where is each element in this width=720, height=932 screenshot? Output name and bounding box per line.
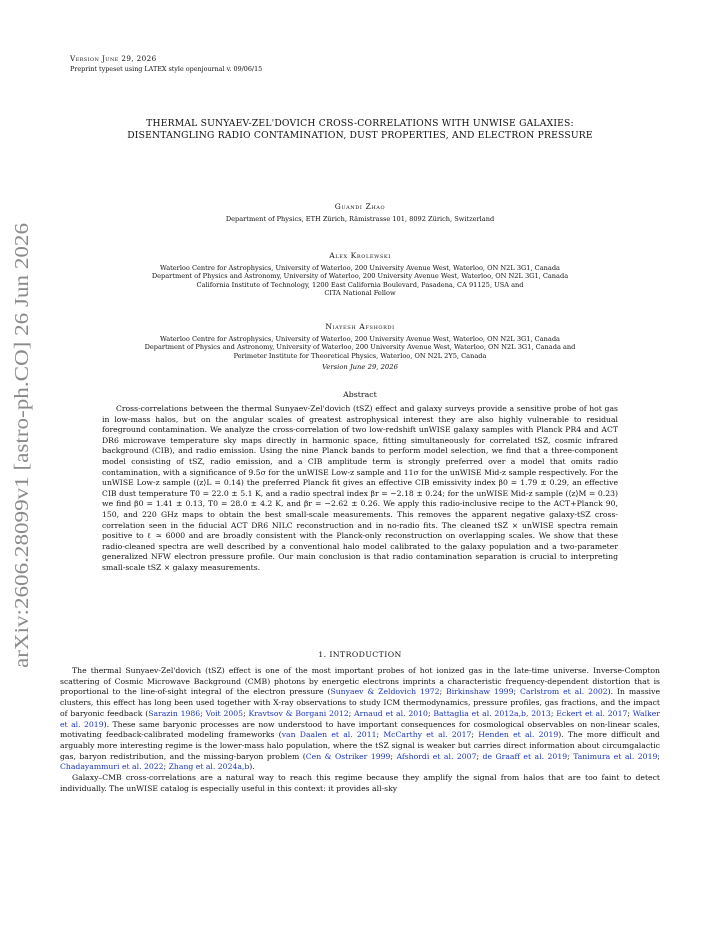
paragraph-text: ; [243,708,249,718]
citation-link[interactable]: Arnaud et al. 2010 [354,708,428,718]
citation-link[interactable]: Eckert et al. 2017 [556,708,628,718]
author-name: Guandi Zhao [334,202,386,211]
paragraph-text: ). In massive clusters, this effect has long been used together with X-ray observations to study ICM thermodynamics, pressure profiles, gas fractions, and the impact of baryonic feedback ( [60,687,661,718]
paragraph-text: ; [471,730,479,740]
abstract-heading: Abstract [343,390,377,399]
paper-title [60,118,660,142]
paragraph-text: ; [627,708,633,718]
paragraph-text: ; [657,751,660,761]
citation-link[interactable]: van Daalen et al. 2011 [281,730,377,740]
paragraph [60,773,660,794]
author-block-3 [60,322,660,371]
arxiv-stamp-svg [2,210,38,680]
paragraph-text: Galaxy–CMB cross-correlations are a natural way to reach this regime because they amplify the signal from halos that are too faint to detect individually. The unWISE catalog is especially useful in this context: it provides all-sky [60,773,660,793]
introduction-body [60,666,660,794]
header-preprint: Preprint typeset using LATEX style openjournal v. 09/06/15 [70,65,263,73]
citation-link[interactable]: Sarazin 1986 [148,708,201,718]
affiliation: Department of Physics, ETH Zürich, Rämistrasse 101, 8092 Zürich, Switzerland [225,215,495,223]
author-name: Alex Krolewski [329,251,391,260]
paragraph-text: ; [200,708,206,718]
affiliation: Waterloo Centre for Astrophysics, University of Waterloo, 200 University Avenue West, Waterloo, ON N2L 3G1, Canada [159,264,560,272]
author-block-1 [60,202,660,223]
affiliation: California Institute of Technology, 1200 East California Boulevard, Pasadena, CA 91125, USA and [196,280,524,289]
affiliation: Department of Physics and Astronomy, University of Waterloo, 200 University Avenue West, Waterloo, ON N2L 3G1, Canada [151,272,569,281]
affiliation: Department of Physics and Astronomy, University of Waterloo, 200 University Avenue West, Waterloo, ON N2L 3G1, Canada and [144,343,576,352]
citation-link[interactable]: Kravtsov & Borgani 2012 [248,708,349,718]
paragraph-text: ; [163,762,169,772]
section-heading-introduction: 1. INTRODUCTION [318,650,402,659]
citation-link[interactable]: Afshordi et al. 2007 [396,751,477,761]
citation-link[interactable]: Walker et al. 2019 [60,708,660,729]
abstract-text: Cross-correlations between the thermal Sunyaev-Zel'dovich (tSZ) effect and galaxy surveys provide a sensitive probe of hot gas in low-mass halos, but on the angular scales of greatest astrophysical interest they are also highly vulnerable to residual foreground contamination. We analyze the cross-correlation of two low-redshift unWISE galaxy samples with Planck PR4 and ACT DR6 microwave temperature sky maps directly in harmonic space, fitting simultaneously for correlated tSZ, cosmic infrared background (CIB), and radio emission. Using the nine Planck bands to perform model selection, we find that a three-component model consisting of tSZ, radio emission, and a CIB amplitude term is strongly preferred over a model that omits radio contamination, with a significance of 9.5σ for the unWISE Low-z sample and 11σ for the unWISE Mid-z sample respectively. For the unWISE Low-z sample (⟨z⟩L = 0.14) the preferred Planck fit gives an effective CIB emissivity index β0 = 1.79 ± 0.29, an effective CIB dust temperature T0 = 22.0 ± 5.1 K, and a radio spectral index βr = −2.18 ± 0.24; for the unWISE Mid-z sample (⟨z⟩M = 0.23) we find β0 = 1.41 ± 0.13, T0 = 28.0 ± 4.2 K, and βr = −2.62 ± 0.26. We apply this radio-inclusive recipe to the ACT+Planck 90, 150, and 220 GHz maps to obtain the best small-scale measurements. This removes the apparent negative galaxy-tSZ cross-correlation seen in the fiducial ACT DR6 NILC reconstruction and in no-radio fits. The cleaned tSZ × unWISE spectra remain positive to ℓ ≃ 6000 and are broadly consistent with the Planck-only reconstruction on overlapping scales. We show that these radio-cleaned spectra are well described by a conventional halo model calibrated to the galaxy population and a two-parameter generalized NFW electron pressure profile. Our main conclusion is that radio contamination separation is crucial to interpreting small-scale tSZ × galaxy measurements. [102,404,618,572]
citation-link[interactable]: de Graaff et al. 2019 [482,751,568,761]
title-line-1: THERMAL SUNYAEV-ZEL'DOVICH CROSS-CORRELATIONS WITH UNWISE GALAXIES: [146,118,574,129]
paragraph-text: ; [376,730,384,740]
citation-link[interactable]: Birkinshaw 1999 [446,687,514,697]
citation-link[interactable]: Voit 2005 [205,708,244,718]
citation-link[interactable]: McCarthy et al. 2017 [383,730,472,740]
citation-link[interactable]: Tanimura et al. 2019 [573,751,658,761]
citation-link[interactable]: Henden et al. 2019 [478,730,559,740]
affiliation: CITA National Fellow [324,289,396,298]
citation-link[interactable]: Zhang et al. 2024a,b [168,762,250,772]
affiliation: Waterloo Centre for Astrophysics, University of Waterloo, 200 University Avenue West, Waterloo, ON N2L 3G1, Canada [159,335,560,343]
paragraph-text: ; [513,687,520,697]
citation-link[interactable]: Chadayammuri et al. 2022 [60,762,164,772]
citation-link[interactable]: Carlstrom et al. 2002 [519,687,608,697]
paragraph-text: The thermal Sunyaev-Zel'dovich (tSZ) effect is one of the most important probes of hot ionized gas in the late-time universe. Inverse-Compton scattering of Cosmic Microwave Background (CMB) photons by energetic electrons imprints a characteristic frequency-dependent distortion that is proportional to the line-of-sight integral of the electron pressure ( [60,666,660,697]
paragraph-text: ). These same baryonic processes are now understood to have important consequences for cosmological observables on non-linear scales, motivating feedback-calibrated modeling frameworks ( [60,719,660,740]
paragraph-text: ). The more difficult and arguably more interesting regime is the lower-mass halo population, where the tSZ signal is weaker but carries direct information about circumgalactic gas, baryon redistribution, and the missing-baryon problem ( [60,730,660,761]
date-line: Version June 29, 2026 [322,363,398,372]
paragraph-text: ; [390,751,397,761]
citation-link[interactable]: Sunyaev & Zeldovich 1972 [330,687,440,697]
paragraph-text: ; [439,687,447,697]
paragraph-text: ; [348,708,355,718]
header-version: Version June 29, 2026 [70,54,157,63]
paragraph-text: ). [249,762,255,772]
citation-link[interactable]: Cen & Ostriker 1999 [305,751,391,761]
author-block-2 [60,251,660,298]
title-line-2: DISENTANGLING RADIO CONTAMINATION, DUST PROPERTIES, AND ELECTRON PRESSURE [127,130,593,141]
paragraph-text: ; [476,751,483,761]
paragraph-text: ; [567,751,574,761]
arxiv-identifier[interactable]: arXiv:2606.28099v1 [astro-ph.CO] 26 Jun 2026 [12,292,33,668]
arxiv-side-stamp[interactable] [2,210,38,680]
affiliation: Perimeter Institute for Theoretical Physics, Waterloo, ON N2L 2Y5, Canada [233,351,487,360]
author-name: Niayesh Afshordi [325,322,395,331]
citation-link[interactable]: Battaglia et al. 2012a,b, 2013 [433,708,551,718]
paragraph [60,666,660,773]
paragraph-text: ; [427,708,434,718]
paragraph-text: ; [550,708,557,718]
